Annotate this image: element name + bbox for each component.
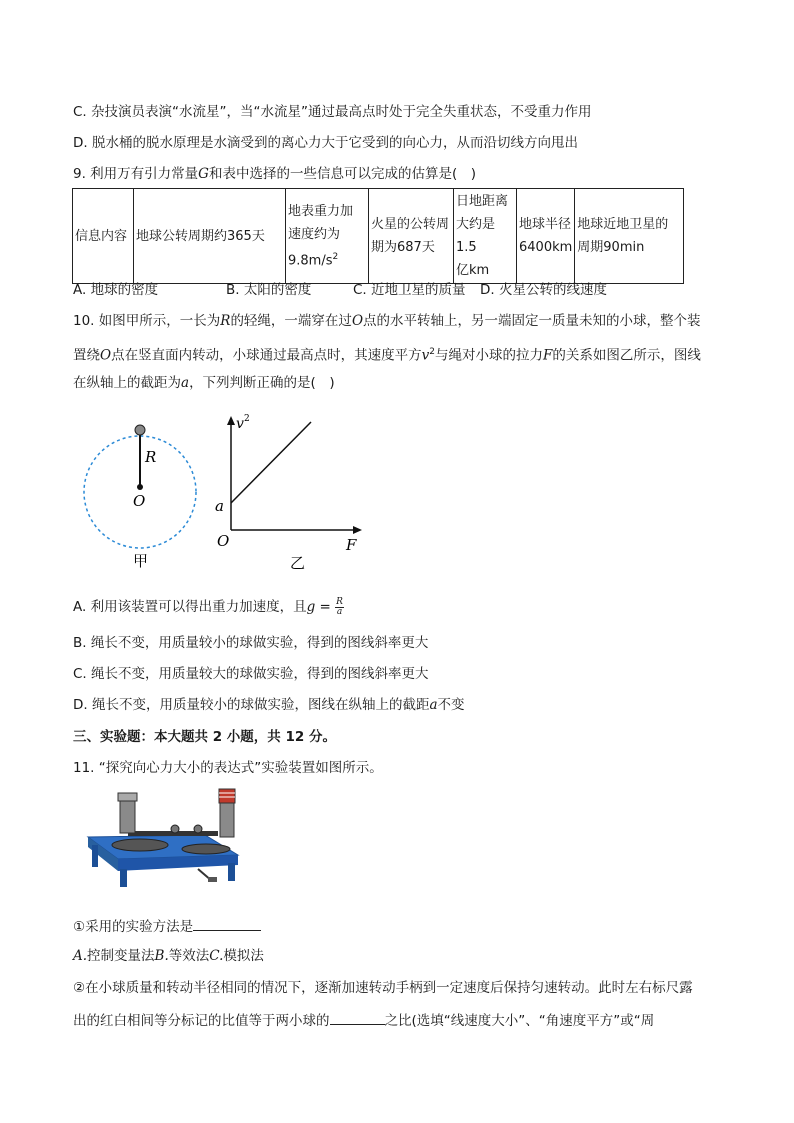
option-text: D. 绳长不变，用质量较小的球做实验，图线在纵轴上的截距	[73, 697, 430, 713]
q10-symbol: v	[421, 347, 430, 364]
option-symbol: a	[429, 697, 438, 713]
ball-icon	[135, 425, 145, 435]
cell-text: 地球近地卫星的	[577, 217, 669, 232]
crank-grip	[208, 877, 217, 882]
origin-label-o: O	[217, 532, 230, 550]
q11-text: 出的红白相间等分标记的比值等于两小球的	[73, 1013, 330, 1029]
table-cell-satellite-period	[575, 189, 684, 284]
cell-text: 地球半径	[519, 217, 572, 232]
right-tower-scale	[219, 789, 235, 803]
q10-symbol: O	[351, 313, 364, 329]
q10-option-a	[73, 597, 344, 617]
cell-text: 日地距离	[456, 194, 509, 209]
pulley-left	[112, 839, 168, 851]
q11-part-1	[73, 916, 261, 937]
table-cell-header: 信息内容	[73, 189, 134, 284]
q10-text: 点的水平转轴上，另一端固定一质量未知的小球，整个装	[363, 313, 701, 329]
x-axis-arrow	[353, 526, 362, 534]
fraction-denominator: a	[336, 606, 343, 617]
q11-part-2-line-2	[73, 1010, 654, 1031]
q11-text: ①采用的实验方法是	[73, 919, 194, 935]
figure-yi	[210, 410, 370, 580]
option-text: 等效法	[168, 948, 210, 964]
answer-blank[interactable]	[193, 916, 261, 931]
q10-text: 点在竖直面内转动，小球通过最高点时，其速度平方	[111, 347, 422, 364]
cell-text: 火星的公转周	[371, 217, 450, 232]
graph-line	[231, 422, 311, 503]
q10-text: 置绕	[73, 347, 100, 364]
pulley-right	[182, 844, 230, 854]
caption-yi: 乙	[290, 554, 306, 572]
cell-text: 6400km	[519, 240, 573, 255]
axis-label-v: v	[236, 416, 244, 432]
cell-text: 地表重力加	[288, 203, 354, 219]
q9-text-1: 9. 利用万有引力常量	[73, 166, 199, 182]
q9-text-2: 和表中选择的一些信息可以完成的估算是( )	[208, 166, 477, 182]
option-letter: B.	[154, 948, 169, 964]
table-cell-mars-period	[369, 189, 454, 284]
option-eq: =	[315, 599, 336, 615]
question-11-title: 11. “探究向心力大小的表达式”实验装置如图所示。	[73, 760, 383, 776]
option-text: 控制变量法	[87, 948, 155, 964]
cell-text	[288, 246, 366, 272]
q11-part-2-line-1: ②在小球质量和转动半径相同的情况下，逐渐加速转动手柄到一定速度后保持匀速转动。此时左右标尺露	[73, 980, 693, 996]
q9-symbol-g: G	[198, 166, 209, 182]
q10-text: 在纵轴上的截距为	[73, 375, 181, 391]
table-cell-sun-distance	[454, 189, 517, 284]
table-cell-earth-radius	[517, 189, 575, 284]
fraction-numerator: R	[336, 596, 343, 607]
cell-text: 周期90min	[577, 240, 645, 255]
q10-text: ，下列判断正确的是( )	[189, 375, 335, 391]
info-table	[72, 188, 684, 284]
apparatus-image	[80, 785, 245, 895]
q10-text: 与绳对小球的拉力	[434, 347, 543, 364]
leg	[120, 869, 127, 887]
pivot-point	[137, 484, 143, 490]
q10-text: 的关系如图乙所示，图线	[552, 347, 701, 364]
leg	[228, 863, 235, 881]
label-r: R	[145, 448, 157, 466]
q10-text: 的轻绳，一端穿在过	[230, 313, 352, 329]
q10-symbol: a	[181, 375, 190, 391]
left-tower-cap	[118, 793, 137, 801]
q9-option-b: B. 太阳的密度	[226, 282, 312, 298]
cell-text: 期为687天	[371, 240, 435, 255]
figure-jia	[75, 410, 215, 580]
q10-option-d	[73, 695, 465, 715]
question-10-line-1	[73, 311, 701, 331]
option-c: C. 杂技演员表演“水流星”，当“水流星”通过最高点时处于完全失重状态，不受重力作用	[73, 104, 592, 120]
y-axis-arrow	[227, 416, 235, 425]
cell-value: 9.8m/s	[288, 253, 333, 269]
option-text: 不变	[437, 697, 465, 713]
q9-option-a: A. 地球的密度	[73, 282, 159, 298]
q10-option-b: B. 绳长不变，用质量较小的球做实验，得到的图线斜率更大	[73, 635, 429, 651]
leg	[92, 845, 98, 867]
label-o: O	[133, 492, 146, 510]
ball-icon	[171, 825, 179, 833]
option-d: D. 脱水桶的脱水原理是水滴受到的离心力大于它受到的向心力，从而沿切线方向甩出	[73, 135, 578, 151]
caption-jia: 甲	[133, 552, 149, 570]
q10-sup: 2	[429, 347, 435, 357]
q10-option-c: C. 绳长不变，用质量较大的球做实验，得到的图线斜率更大	[73, 666, 429, 682]
section-3-heading: 三、实验题：本大题共 2 小题，共 12 分。	[73, 729, 336, 745]
q10-symbol: F	[542, 347, 553, 364]
answer-blank[interactable]	[330, 1010, 385, 1025]
cell-text: 速度约为	[288, 226, 341, 242]
q11-part-1-options	[73, 946, 264, 966]
cell-text: 亿km	[456, 263, 490, 278]
axis-label-v-sup: 2	[244, 414, 250, 424]
cell-text: 大约是1.5	[456, 217, 496, 255]
table-cell-gravity	[286, 189, 369, 284]
q10-symbol: R	[220, 313, 231, 329]
question-10-line-2	[73, 342, 701, 366]
question-10-line-3	[73, 373, 335, 393]
table-cell-earth-period: 地球公转周期约365天	[134, 189, 286, 284]
q11-text: 之比(选填“线速度大小”、“角速度平方”或“周	[384, 1013, 655, 1029]
question-9	[73, 164, 476, 184]
cell-sup: 2	[332, 251, 339, 262]
intercept-label-a: a	[215, 497, 224, 515]
q10-text: 10. 如图甲所示，一长为	[73, 313, 221, 329]
axis-label-f: F	[346, 536, 357, 554]
left-tower	[120, 797, 135, 833]
q10-symbol: O	[100, 347, 112, 364]
ball-icon	[194, 825, 202, 833]
fraction-r-over-a	[335, 598, 344, 617]
option-letter: C.	[209, 948, 224, 964]
option-text: A. 利用该装置可以得出重力加速度，且	[73, 599, 307, 615]
option-symbol: g	[306, 599, 316, 615]
q9-option-d: D. 火星公转的线速度	[480, 282, 607, 298]
q9-option-c: C. 近地卫星的质量	[353, 282, 466, 298]
option-text: 模拟法	[223, 948, 264, 964]
option-letter: A.	[73, 948, 88, 964]
